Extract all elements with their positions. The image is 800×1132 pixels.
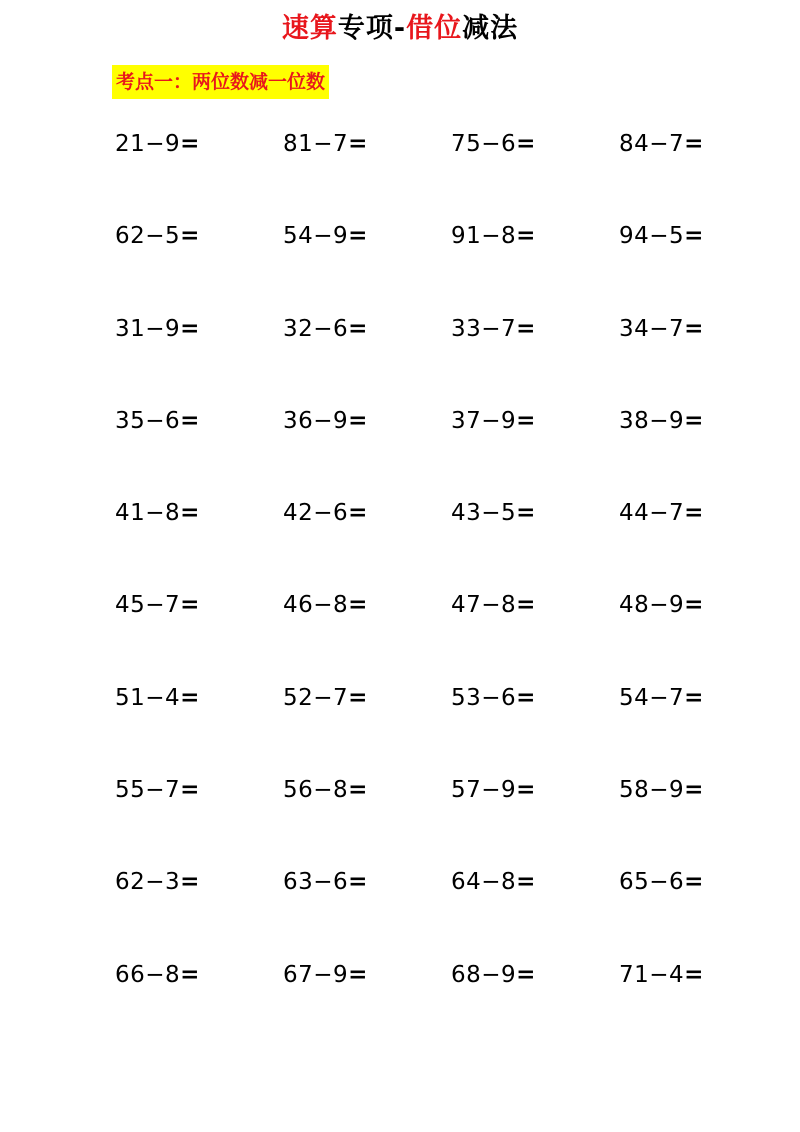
problem-item: [451, 584, 619, 676]
problem-expression: 56−8: [283, 777, 349, 804]
equals-sign: =: [348, 131, 368, 157]
equals-sign: =: [516, 869, 536, 896]
problem-expression: 91−8: [451, 223, 517, 250]
problem-item: [283, 492, 451, 584]
problem-expression: 84−7: [619, 131, 685, 157]
problem-item: [451, 400, 619, 492]
problem-expression: 66−8: [115, 961, 181, 988]
problem-expression: 44−7: [619, 500, 685, 527]
problem-item: [451, 861, 619, 953]
equals-sign: =: [348, 777, 368, 804]
problem-item: [115, 954, 283, 1046]
problem-item: [283, 954, 451, 1046]
equals-sign: =: [684, 223, 704, 250]
equals-sign: =: [348, 315, 368, 342]
problem-expression: 64−8: [451, 869, 517, 896]
title-part-special: 专项-: [337, 13, 407, 44]
equals-sign: =: [180, 223, 200, 250]
problem-item: [451, 954, 619, 1046]
equals-sign: =: [516, 961, 536, 988]
equals-sign: =: [684, 407, 704, 434]
equals-sign: =: [516, 777, 536, 804]
problem-item: [115, 123, 283, 215]
problem-expression: 63−6: [283, 869, 349, 896]
equals-sign: =: [348, 869, 368, 896]
equals-sign: =: [348, 223, 368, 250]
equals-sign: =: [180, 684, 200, 711]
equals-sign: =: [348, 500, 368, 527]
equals-sign: =: [516, 500, 536, 527]
equals-sign: =: [684, 777, 704, 804]
problem-expression: 67−9: [283, 961, 349, 988]
problem-item: [451, 123, 619, 215]
problem-expression: 62−5: [115, 223, 181, 250]
problem-item: [451, 769, 619, 861]
equals-sign: =: [348, 407, 368, 434]
problem-expression: 54−7: [619, 684, 685, 711]
equals-sign: =: [180, 592, 200, 619]
title-part-borrow: 借位: [406, 13, 463, 44]
problem-expression: 54−9: [283, 223, 349, 250]
problem-expression: 35−6: [115, 407, 181, 434]
problem-expression: 94−5: [619, 223, 685, 250]
equals-sign: =: [684, 500, 704, 527]
problem-expression: 65−6: [619, 869, 685, 896]
problem-item: [283, 308, 451, 400]
problem-item: [115, 677, 283, 769]
problem-expression: 43−5: [451, 500, 517, 527]
problem-expression: 52−7: [283, 684, 349, 711]
problem-expression: 38−9: [619, 407, 685, 434]
problem-item: [619, 677, 787, 769]
equals-sign: =: [516, 131, 536, 157]
problem-expression: 47−8: [451, 592, 517, 619]
problem-expression: 71−4: [619, 961, 685, 988]
problem-item: [619, 769, 787, 861]
equals-sign: =: [684, 592, 704, 619]
problem-expression: 51−4: [115, 684, 181, 711]
problem-item: [451, 492, 619, 584]
equals-sign: =: [348, 961, 368, 988]
problem-expression: 34−7: [619, 315, 685, 342]
problem-item: [451, 215, 619, 307]
problem-item: [115, 308, 283, 400]
problem-item: [619, 123, 787, 215]
problem-item: [283, 215, 451, 307]
equals-sign: =: [180, 869, 200, 896]
problem-item: [115, 492, 283, 584]
problem-expression: 81−7: [283, 131, 349, 157]
problem-expression: 31−9: [115, 315, 181, 342]
equals-sign: =: [684, 961, 704, 988]
equals-sign: =: [180, 777, 200, 804]
problem-item: [451, 308, 619, 400]
equals-sign: =: [180, 131, 200, 157]
equals-sign: =: [180, 407, 200, 434]
problem-expression: 46−8: [283, 592, 349, 619]
problem-item: [115, 861, 283, 953]
problem-item: [283, 861, 451, 953]
page-title: [0, 10, 800, 48]
equals-sign: =: [180, 500, 200, 527]
problem-item: [619, 954, 787, 1046]
title-part-speed-calc: 速算: [281, 13, 338, 44]
problem-item: [619, 215, 787, 307]
problem-item: [451, 677, 619, 769]
problem-expression: 53−6: [451, 684, 517, 711]
problem-item: [283, 400, 451, 492]
equals-sign: =: [348, 684, 368, 711]
equals-sign: =: [516, 592, 536, 619]
problem-expression: 48−9: [619, 592, 685, 619]
problem-grid: [115, 123, 795, 1046]
problem-expression: 57−9: [451, 777, 517, 804]
problem-expression: 33−7: [451, 315, 517, 342]
problem-expression: 37−9: [451, 407, 517, 434]
problem-expression: 36−9: [283, 407, 349, 434]
problem-expression: 68−9: [451, 961, 517, 988]
problem-expression: 75−6: [451, 131, 517, 157]
equals-sign: =: [180, 961, 200, 988]
problem-item: [283, 123, 451, 215]
problem-expression: 58−9: [619, 777, 685, 804]
problem-expression: 42−6: [283, 500, 349, 527]
equals-sign: =: [684, 684, 704, 711]
equals-sign: =: [516, 407, 536, 434]
equals-sign: =: [684, 131, 704, 157]
section-label: 考点一：两位数减一位数: [112, 65, 329, 99]
problem-expression: 21−9: [115, 131, 181, 157]
problem-item: [283, 769, 451, 861]
problem-item: [619, 308, 787, 400]
problem-expression: 32−6: [283, 315, 349, 342]
equals-sign: =: [516, 684, 536, 711]
problem-item: [115, 584, 283, 676]
problem-expression: 62−3: [115, 869, 181, 896]
equals-sign: =: [516, 223, 536, 250]
problem-item: [283, 584, 451, 676]
equals-sign: =: [180, 315, 200, 342]
problem-item: [283, 677, 451, 769]
problem-item: [115, 215, 283, 307]
problem-item: [619, 584, 787, 676]
equals-sign: =: [684, 869, 704, 896]
problem-item: [619, 400, 787, 492]
problem-expression: 45−7: [115, 592, 181, 619]
equals-sign: =: [348, 592, 368, 619]
problem-item: [619, 492, 787, 584]
problem-expression: 41−8: [115, 500, 181, 527]
problem-item: [115, 400, 283, 492]
equals-sign: =: [684, 315, 704, 342]
equals-sign: =: [516, 315, 536, 342]
problem-item: [115, 769, 283, 861]
problem-item: [619, 861, 787, 953]
title-part-subtraction: 减法: [462, 13, 519, 44]
problem-expression: 55−7: [115, 777, 181, 804]
